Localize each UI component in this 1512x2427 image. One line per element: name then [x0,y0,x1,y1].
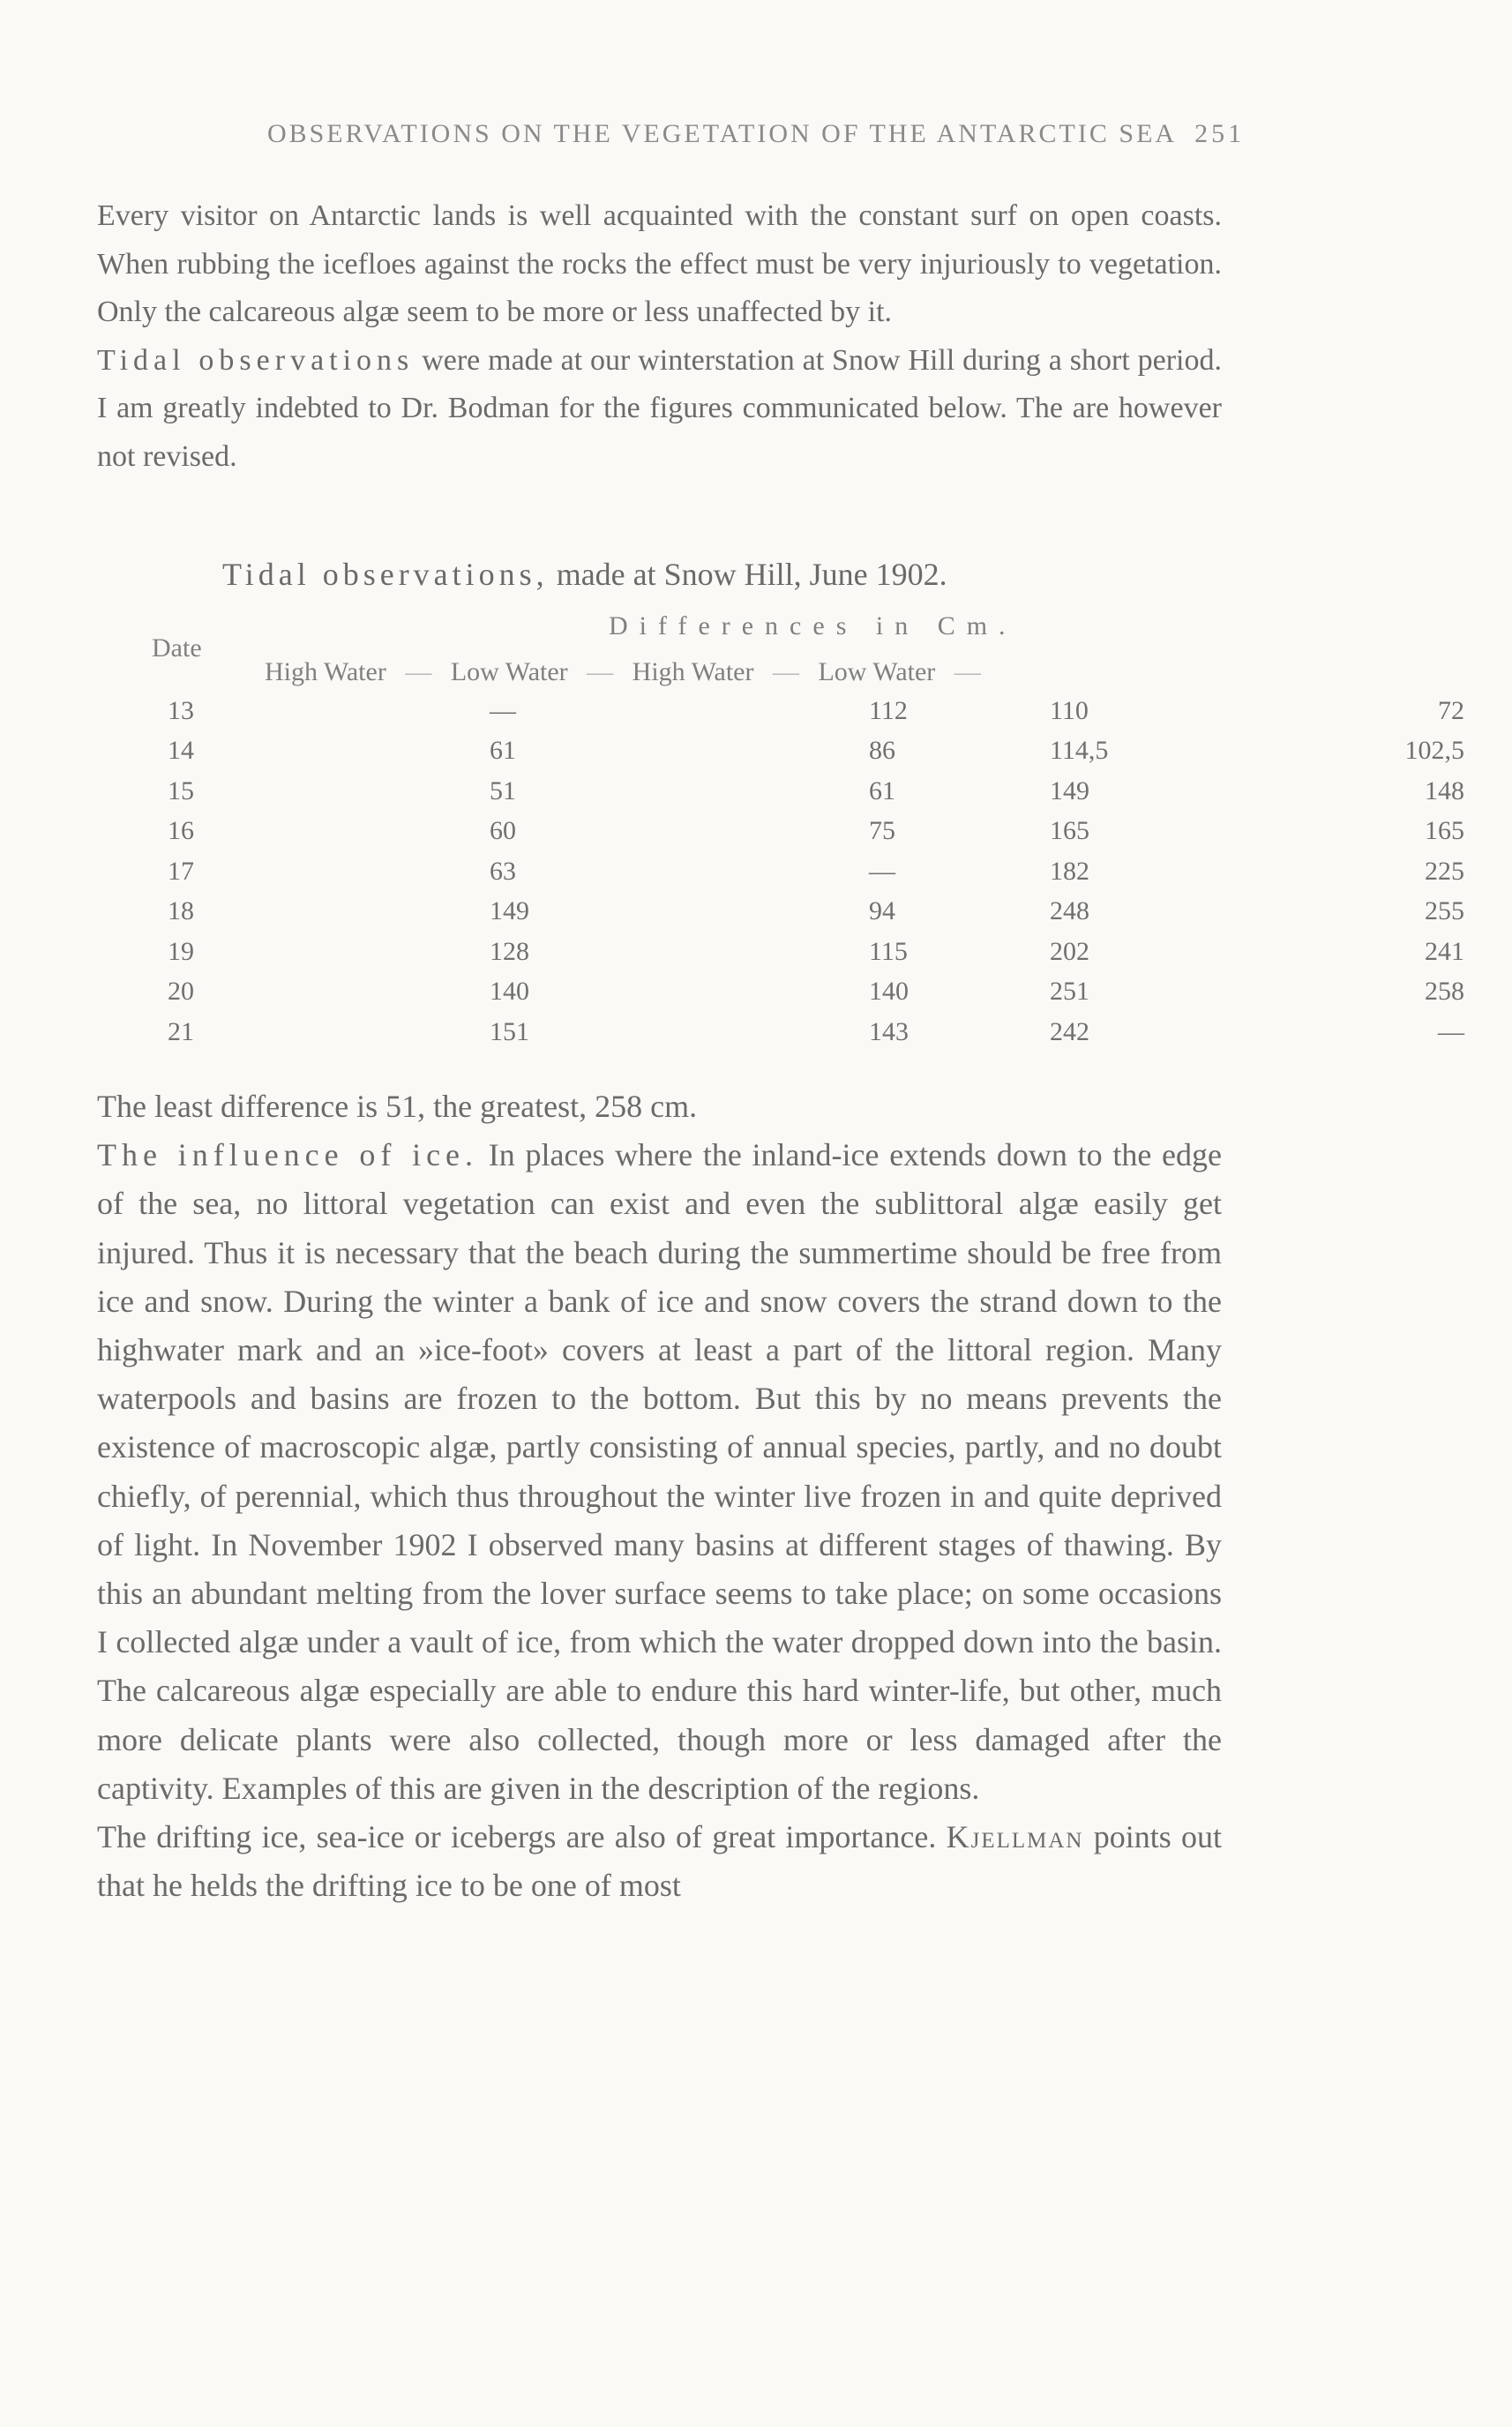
tidal-observations-heading: Tidal observations [97,343,415,377]
paragraph-surf-text: Every visitor on Antarctic lands is well acquainted with the constant surf on open coasts. When rubbing the icefloes against the rocks the effect must be very injuriously to vegetation. Only the calcareous algæ seem to be more or less unaffected by it. [97,199,1222,328]
col-high-water-1: High Water [265,657,386,686]
cell-low-water-1: 143 [869,1016,909,1046]
cell-low-water-1: 140 [869,977,909,1007]
col-low-water-1: Low Water [450,657,568,686]
cell-low-water-1: — [869,856,895,886]
col-low-water-2: Low Water [818,657,936,686]
table-row [132,972,1464,1013]
col-high-water-2: High Water [632,657,754,686]
cell-low-water-2: 102,5 [1404,736,1464,766]
drifting-ice-text-continued: points out that he helds the drifting ice to be one of most [97,1819,1223,1904]
cell-date: 19 [168,936,194,966]
cell-high-water-1: 149 [490,896,529,926]
cell-low-water-2: — [1438,1016,1464,1046]
cell-low-water-1: 75 [869,816,895,846]
cell-high-water-2: 165 [1050,816,1089,846]
cell-low-water-2: 241 [1425,936,1464,966]
col-dash-2: — [587,657,614,686]
cell-low-water-1: 112 [869,695,908,725]
table-summary: The least difference is 51, the greatest, 258 cm. [97,1089,698,1124]
cell-high-water-2: 248 [1050,896,1089,926]
cell-high-water-2: 110 [1050,695,1089,725]
cell-low-water-2: 225 [1425,856,1464,886]
cell-high-water-1: 63 [490,856,516,886]
cell-high-water-2: 242 [1050,1016,1089,1046]
cell-high-water-1: 140 [490,977,529,1007]
column-headings [265,657,993,687]
date-column-heading: Date [152,633,202,663]
cell-high-water-2: 149 [1050,775,1089,805]
cell-date: 15 [168,775,194,805]
cell-date: 14 [168,736,194,766]
cell-date: 17 [168,856,194,886]
cell-date: 13 [168,695,194,725]
cell-low-water-1: 61 [869,775,895,805]
table-caption-rest: made at Snow Hill, June 1902. [556,557,947,592]
table-row [132,771,1464,812]
table-caption-spaced: Tidal observations, [222,557,549,592]
paragraph-surf [97,192,1222,481]
cell-low-water-2: 165 [1425,816,1464,846]
table-row [132,691,1464,731]
differences-heading: Differences in Cm. [609,611,1017,640]
running-head [0,119,1512,149]
table-row [132,731,1464,772]
cell-high-water-1: 61 [490,736,516,766]
running-head-title: OBSERVATIONS ON THE VEGETATION OF THE ANTARCTIC SEA [266,119,1178,148]
cell-high-water-1: 51 [490,775,516,805]
table-caption [222,556,947,593]
cell-high-water-1: 128 [490,936,529,966]
cell-low-water-1: 115 [869,936,908,966]
col-dash-3: — [772,657,799,686]
paragraph-ice [97,1082,1222,1910]
cell-high-water-1: — [490,695,516,725]
cell-low-water-2: 255 [1425,896,1464,926]
cell-low-water-1: 94 [869,896,895,926]
cell-date: 18 [168,896,194,926]
tidal-observations-text: were made at our winterstation at Snow Hill during a short period. I am greatly indebted to Dr. Bodman for the figures communicated below. The are however not revised. [97,343,1223,473]
cell-low-water-2: 258 [1425,977,1464,1007]
cell-high-water-1: 151 [490,1016,529,1046]
table-row [132,892,1464,933]
table-row [132,851,1464,892]
col-dash-1: — [405,657,432,686]
cell-high-water-2: 251 [1050,977,1089,1007]
cell-low-water-2: 148 [1425,775,1464,805]
table-row [132,932,1464,972]
cell-high-water-1: 60 [490,816,516,846]
author-kjellman: Kjellman [946,1819,1084,1855]
tidal-table [132,691,1464,1052]
cell-low-water-2: 72 [1438,695,1464,725]
col-dash-4: — [954,657,981,686]
cell-low-water-1: 86 [869,736,895,766]
drifting-ice-text: The drifting ice, sea-ice or icebergs are also of great importance. [97,1819,937,1855]
cell-high-water-2: 202 [1050,936,1089,966]
cell-date: 20 [168,977,194,1007]
page-number: 251 [1194,119,1246,148]
cell-date: 21 [168,1016,194,1046]
table-row [132,812,1464,852]
cell-date: 16 [168,816,194,846]
influence-of-ice-text: In places where the inland-ice extends down to the edge of the sea, no littoral vegetation can exist and even the sublittoral algæ easily get injured. Thus it is necessary that the beach during the summertime should be free from ice and snow. During the winter a bank of ice and snow covers the strand down to the highwater mark and an »ice-foot» covers at least a part of the littoral region. Many waterpools and basins are frozen to the bottom. But this by no means prevents the existence of macroscopic algæ, partly consisting of annual species, partly, and no doubt chiefly, of perennial, which thus throughout the winter live frozen in and quite deprived of light. In November 1902 I observed many basins at different stages of thawing. By this an abundant melting from the lover surface seems to take place; on some occasions I collected algæ under a vault of ice, from which the water dropped down into the basin. The calcareous algæ especially are able to endure this hard winter-life, but other, much more delicate plants were also collected, though more or less damaged after the captivity. Examples of this are given in the description of the regions. [97,1137,1223,1806]
table-row [132,1012,1464,1052]
cell-high-water-2: 114,5 [1050,736,1109,766]
cell-high-water-2: 182 [1050,856,1089,886]
influence-of-ice-heading: The influence of ice. [97,1137,479,1173]
